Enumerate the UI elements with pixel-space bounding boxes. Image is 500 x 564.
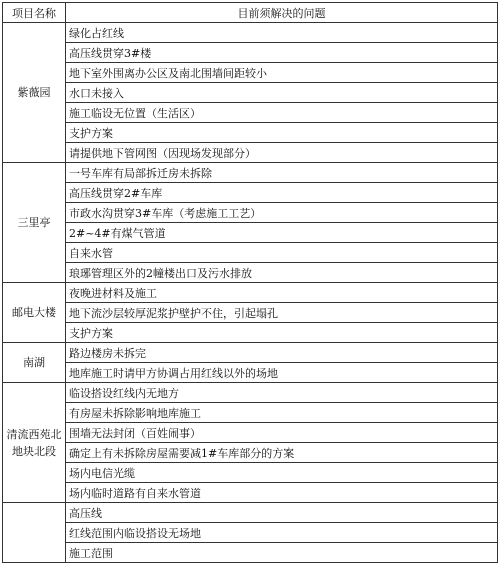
project-name-cell: 邮电大楼	[3, 283, 66, 343]
issue-cell: 地下室外围离办公区及南北围墙间距较小	[66, 63, 498, 83]
table-row	[3, 503, 498, 523]
table-row	[3, 203, 498, 223]
table-row	[3, 23, 498, 43]
table-row	[3, 383, 498, 403]
project-name-cell: 南湖	[3, 343, 66, 383]
issue-cell: 夜晚进材料及施工	[66, 283, 498, 303]
table-row	[3, 283, 498, 303]
issue-cell: 地库施工时请甲方协调占用红线以外的场地	[66, 363, 498, 383]
table-row	[3, 363, 498, 383]
issues-table	[2, 2, 498, 563]
issue-cell: 水口未接入	[66, 83, 498, 103]
project-name-cell: 清流西苑北地块北段	[3, 383, 66, 503]
table-row	[3, 443, 498, 463]
table-row	[3, 463, 498, 483]
issue-cell: 施工临设无位置（生活区）	[66, 103, 498, 123]
table-row	[3, 183, 498, 203]
issue-cell: 有房屋未拆除影响地库施工	[66, 403, 498, 423]
table-row	[3, 323, 498, 343]
issue-cell: 高压线	[66, 503, 498, 523]
table-row	[3, 223, 498, 243]
table-row	[3, 523, 498, 543]
issue-cell: 自来水管	[66, 243, 498, 263]
issue-cell: 一号车库有局部拆迁房未拆除	[66, 163, 498, 183]
table-row	[3, 263, 498, 283]
issue-cell: 施工范围	[66, 543, 498, 563]
issue-cell: 琅琊管理区外的2幢楼出口及污水排放	[66, 263, 498, 283]
issue-cell: 支护方案	[66, 323, 498, 343]
issue-cell: 高压线贯穿3#楼	[66, 43, 498, 63]
table-row	[3, 123, 498, 143]
project-name-cell: 三里亭	[3, 163, 66, 283]
issue-cell: 临设搭设红线内无地方	[66, 383, 498, 403]
issue-cell: 2#~4#有煤气管道	[66, 223, 498, 243]
table-row	[3, 83, 498, 103]
table-row	[3, 543, 498, 563]
table-row	[3, 143, 498, 163]
header-project: 项目名称	[3, 3, 66, 23]
header-row	[3, 3, 498, 23]
table-row	[3, 483, 498, 503]
table-row	[3, 63, 498, 83]
table-row	[3, 163, 498, 183]
issue-cell: 请提供地下管网图（因现场发现部分）	[66, 143, 498, 163]
issue-cell: 围墙无法封闭（百姓闹事）	[66, 423, 498, 443]
table-body	[3, 23, 498, 563]
table-row	[3, 403, 498, 423]
issue-cell: 确定上有未拆除房屋需要减1#车库部分的方案	[66, 443, 498, 463]
table-row	[3, 303, 498, 323]
project-name-cell	[3, 503, 66, 563]
issue-cell: 市政水沟贯穿3#车库（考虑施工工艺）	[66, 203, 498, 223]
table-row	[3, 423, 498, 443]
table-row	[3, 103, 498, 123]
issue-cell: 路边楼房未拆完	[66, 343, 498, 363]
issue-cell: 地下流沙层较厚泥浆护壁护不住，引起塌孔	[66, 303, 498, 323]
header-issues: 目前须解决的问题	[66, 3, 498, 23]
issue-cell: 红线范围内临设搭设无场地	[66, 523, 498, 543]
project-name-cell: 紫薇园	[3, 23, 66, 163]
issue-cell: 场内电信光缆	[66, 463, 498, 483]
table-row	[3, 343, 498, 363]
issue-cell: 绿化占红线	[66, 23, 498, 43]
issue-cell: 支护方案	[66, 123, 498, 143]
table-row	[3, 243, 498, 263]
table-row	[3, 43, 498, 63]
issue-cell: 场内临时道路有自来水管道	[66, 483, 498, 503]
issue-cell: 高压线贯穿2#车库	[66, 183, 498, 203]
